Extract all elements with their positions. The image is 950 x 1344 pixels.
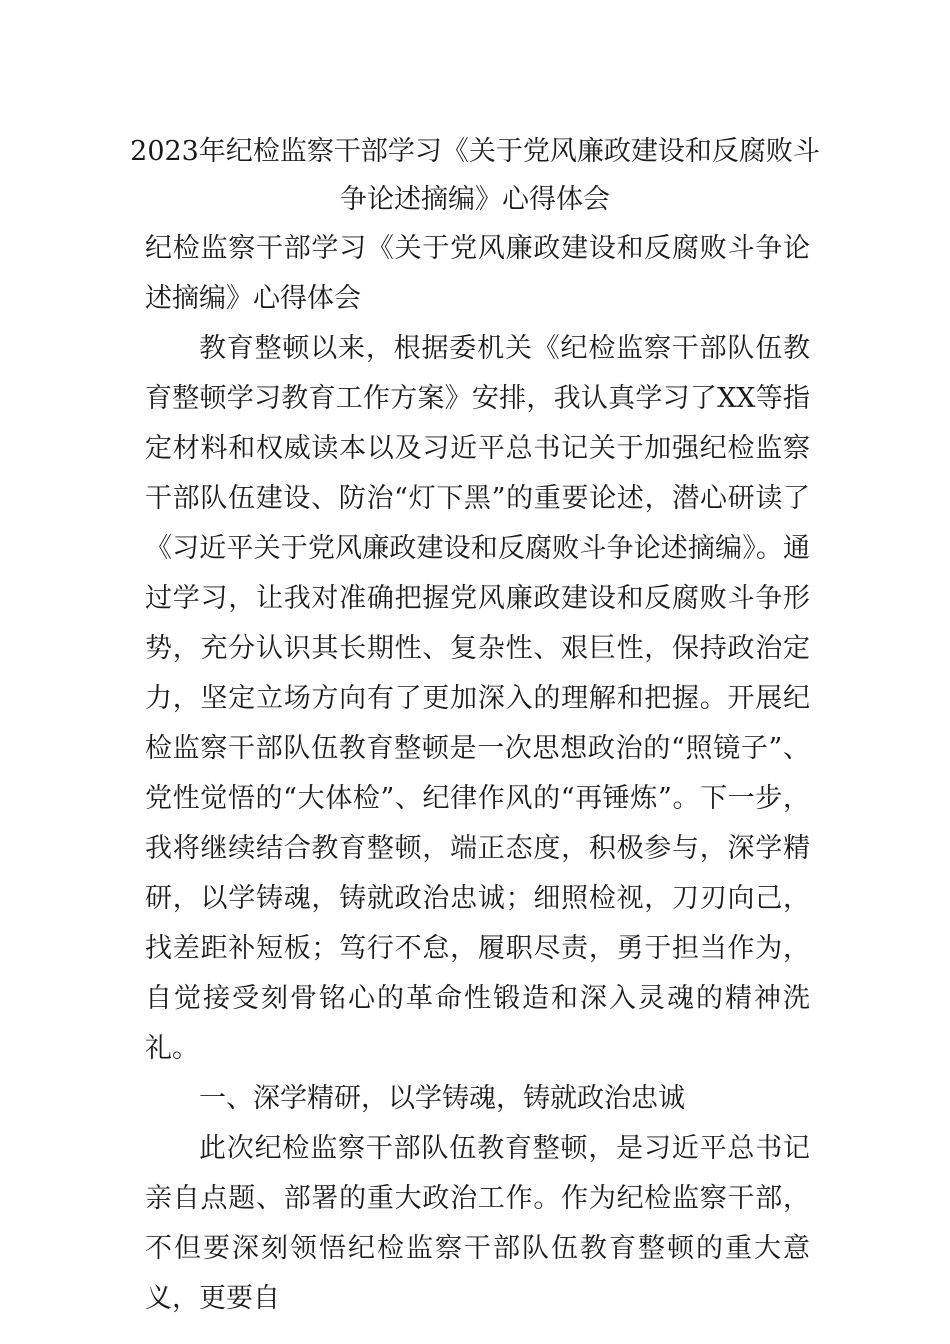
paragraph-intro: 教育整顿以来，根据委机关《纪检监察干部队伍教育整顿学习教育工作方案》安排，我认真学习了XX等指定材料和权威读本以及习近平总书记关于加强纪检监察干部队伍建设、防治“灯下黑”的重要论述，潜心研读了《习近平关于党风廉政建设和反腐败斗争论述摘编》。通过学习，让我对准确把握党风廉政建设和反腐败斗争形势，充分认识其长期性、复杂性、艰巨性，保持政治定力，坚定立场方向有了更加深入的理解和把握。开展纪检监察干部队伍教育整顿是一次思想政治的“照镜子”、党性觉悟的“大体检”、纪律作风的“再锤炼”。下一步，我将继续结合教育整顿，端正态度，积极参与，深学精研，以学铸魂，铸就政治忠诚；细照检视，刀刃向己，找差距补短板；笃行不怠，履职尽责，勇于担当作为，自觉接受刻骨铭心的革命性锻造和深入灵魂的精神洗礼。	[145, 333, 810, 1064]
document-title: 2023年纪检监察干部学习《关于党风廉政建设和反腐败斗争论述摘编》心得体会	[130, 136, 820, 215]
document-subtitle: 纪检监察干部学习《关于党风廉政建设和反腐败斗争论述摘编》心得体会	[145, 233, 810, 314]
section-heading-1: 一、深学精研，以学铸魂，铸就政治忠诚	[199, 1083, 685, 1114]
paragraph-section-1: 此次纪检监察干部队伍教育整顿，是习近平总书记亲自点题、部署的重大政治工作。作为纪检监察干部，不但要深刻领悟纪检监察干部队伍教育整顿的重大意义，更要自	[145, 1133, 810, 1314]
document-body	[145, 324, 810, 1324]
